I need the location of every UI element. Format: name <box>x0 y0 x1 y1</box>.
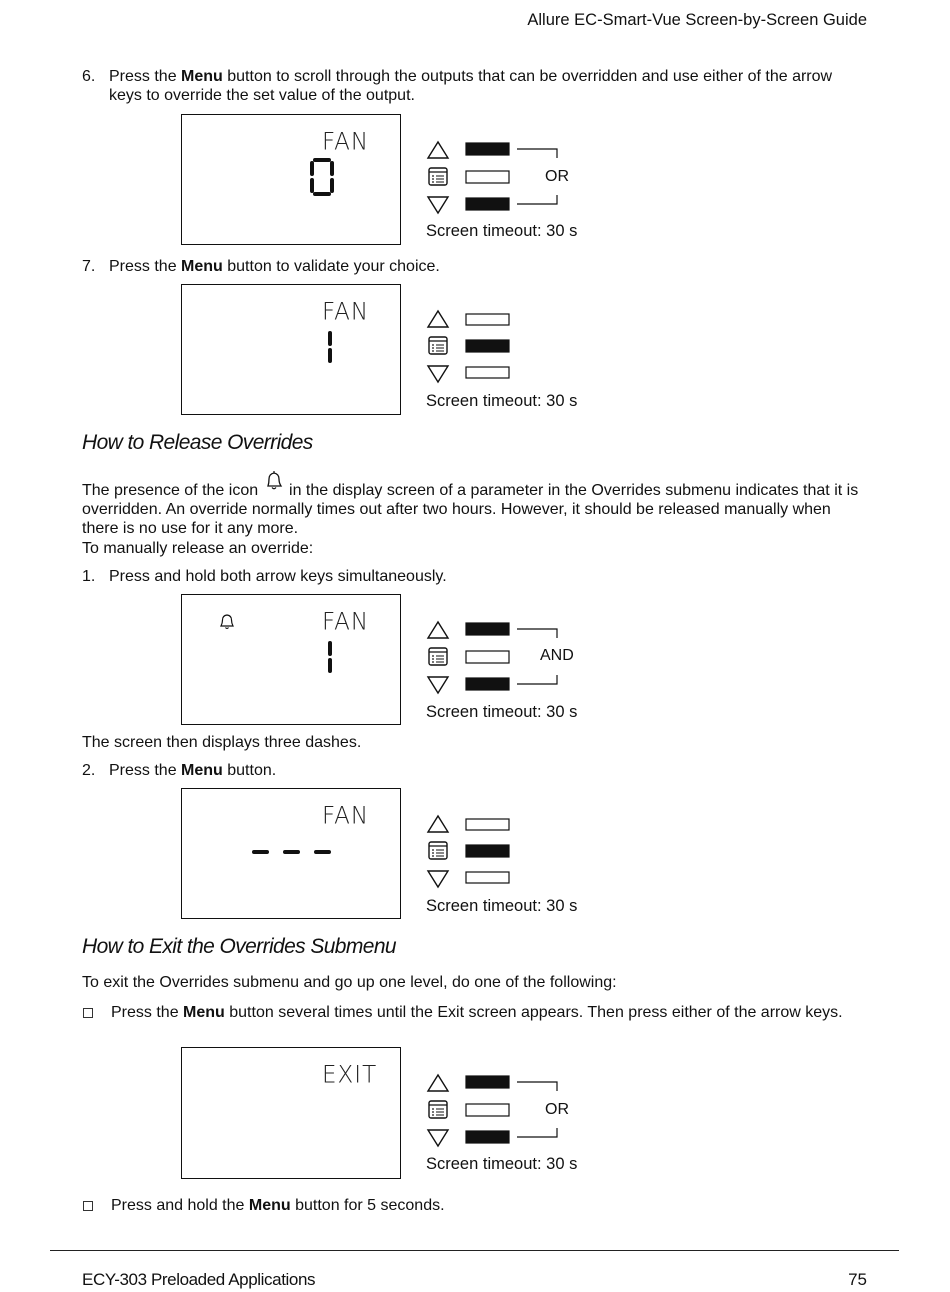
key-connector-label: OR <box>545 1101 569 1118</box>
page-number: 75 <box>848 1270 867 1289</box>
up-arrow-key <box>428 816 509 832</box>
keypad-diagram <box>425 305 595 387</box>
exit-option-2: Press and hold the Menu button for 5 seconds. <box>82 1196 867 1215</box>
keypad-diagram <box>425 810 595 892</box>
footer-document-title: ECY-303 Preloaded Applications <box>82 1270 316 1289</box>
menu-term: Menu <box>181 68 223 85</box>
step-6: 6. Press the Menu button to scroll through the outputs that can be overridden and use either of the arrow keys to override the set value of the output. <box>82 68 833 104</box>
screen-timeout: Screen timeout: 30 s <box>426 1155 578 1173</box>
lcd-digit-one <box>309 327 335 367</box>
menu-term: Menu <box>181 258 223 275</box>
bullet-square <box>83 1008 93 1018</box>
screen-timeout: Screen timeout: 30 s <box>426 703 578 721</box>
release-description: The presence of the icon in the display screen of a parameter in the Overrides submenu indicates that it is overridden. An override normally times out after two hours. However, it should be released manually when there is no use for it any more. <box>82 476 867 538</box>
lcd-screen-fan-dashes <box>181 788 401 919</box>
up-key-pressed-indicator <box>466 143 509 155</box>
release-intro: To manually release an override: <box>82 540 314 557</box>
screen-timeout: Screen timeout: 30 s <box>426 222 578 240</box>
step-number: 2. <box>82 762 96 779</box>
lcd-screen-fan-1-overridden <box>181 594 401 725</box>
screen-timeout: Screen timeout: 30 s <box>426 392 578 410</box>
up-arrow-key <box>428 142 509 158</box>
down-arrow-key <box>428 197 509 213</box>
lcd-screen-fan-1 <box>181 284 401 415</box>
keypad-diagram <box>425 136 595 218</box>
menu-term: Menu <box>181 762 223 779</box>
footer-rule <box>50 1250 899 1251</box>
down-arrow-key <box>428 677 509 693</box>
step-number: 6. <box>82 68 96 85</box>
release-step-2: 2. Press the Menu button. <box>82 762 277 779</box>
override-bell-icon <box>263 470 285 492</box>
lcd-label: FAN <box>322 802 370 830</box>
lcd-label: FAN <box>322 128 370 156</box>
down-key-pressed-indicator <box>466 198 509 210</box>
menu-key <box>429 168 509 185</box>
up-arrow-key <box>428 622 509 638</box>
menu-term: Menu <box>248 1197 291 1214</box>
lcd-label: FAN <box>322 298 370 326</box>
lcd-digit-one <box>309 637 335 677</box>
down-arrow-key <box>428 1130 509 1146</box>
bullet-square <box>83 1201 93 1211</box>
exit-option-1: Press the Menu button several times until the Exit screen appears. Then press either of the arrow keys. <box>82 1003 867 1022</box>
menu-key <box>429 337 509 354</box>
release-after-text: The screen then displays three dashes. <box>82 734 362 751</box>
up-arrow-key <box>428 311 509 327</box>
release-step-1: 1. Press and hold both arrow keys simultaneously. <box>82 568 447 585</box>
lcd-screen-fan-0 <box>181 114 401 245</box>
down-arrow-key <box>428 366 509 382</box>
section-heading-exit: How to Exit the Overrides Submenu <box>82 935 397 958</box>
menu-key <box>429 842 509 859</box>
step-number: 1. <box>82 568 96 585</box>
running-header: Allure EC-Smart-Vue Screen-by-Screen Guide <box>527 11 867 29</box>
menu-key <box>429 1101 509 1118</box>
exit-intro: To exit the Overrides submenu and go up one level, do one of the following: <box>82 974 617 991</box>
lcd-label: FAN <box>322 608 370 636</box>
keypad-diagram <box>425 1069 595 1151</box>
menu-key <box>429 648 509 665</box>
step-number: 7. <box>82 258 96 275</box>
menu-key-released-indicator <box>466 171 509 183</box>
section-heading-release: How to Release Overrides <box>82 431 313 454</box>
key-connector-label: AND <box>540 647 574 664</box>
lcd-digit-zero <box>309 157 335 197</box>
lcd-label: EXIT <box>322 1061 378 1089</box>
key-connector-label: OR <box>545 168 569 185</box>
override-bell-icon <box>218 612 236 632</box>
up-arrow-key <box>428 1075 509 1091</box>
down-arrow-key <box>428 871 509 887</box>
menu-term: Menu <box>183 1004 225 1021</box>
lcd-dashes <box>250 847 334 857</box>
screen-timeout: Screen timeout: 30 s <box>426 897 578 915</box>
step-7: 7. Press the Menu button to validate your choice. <box>82 258 440 275</box>
lcd-screen-exit <box>181 1047 401 1179</box>
